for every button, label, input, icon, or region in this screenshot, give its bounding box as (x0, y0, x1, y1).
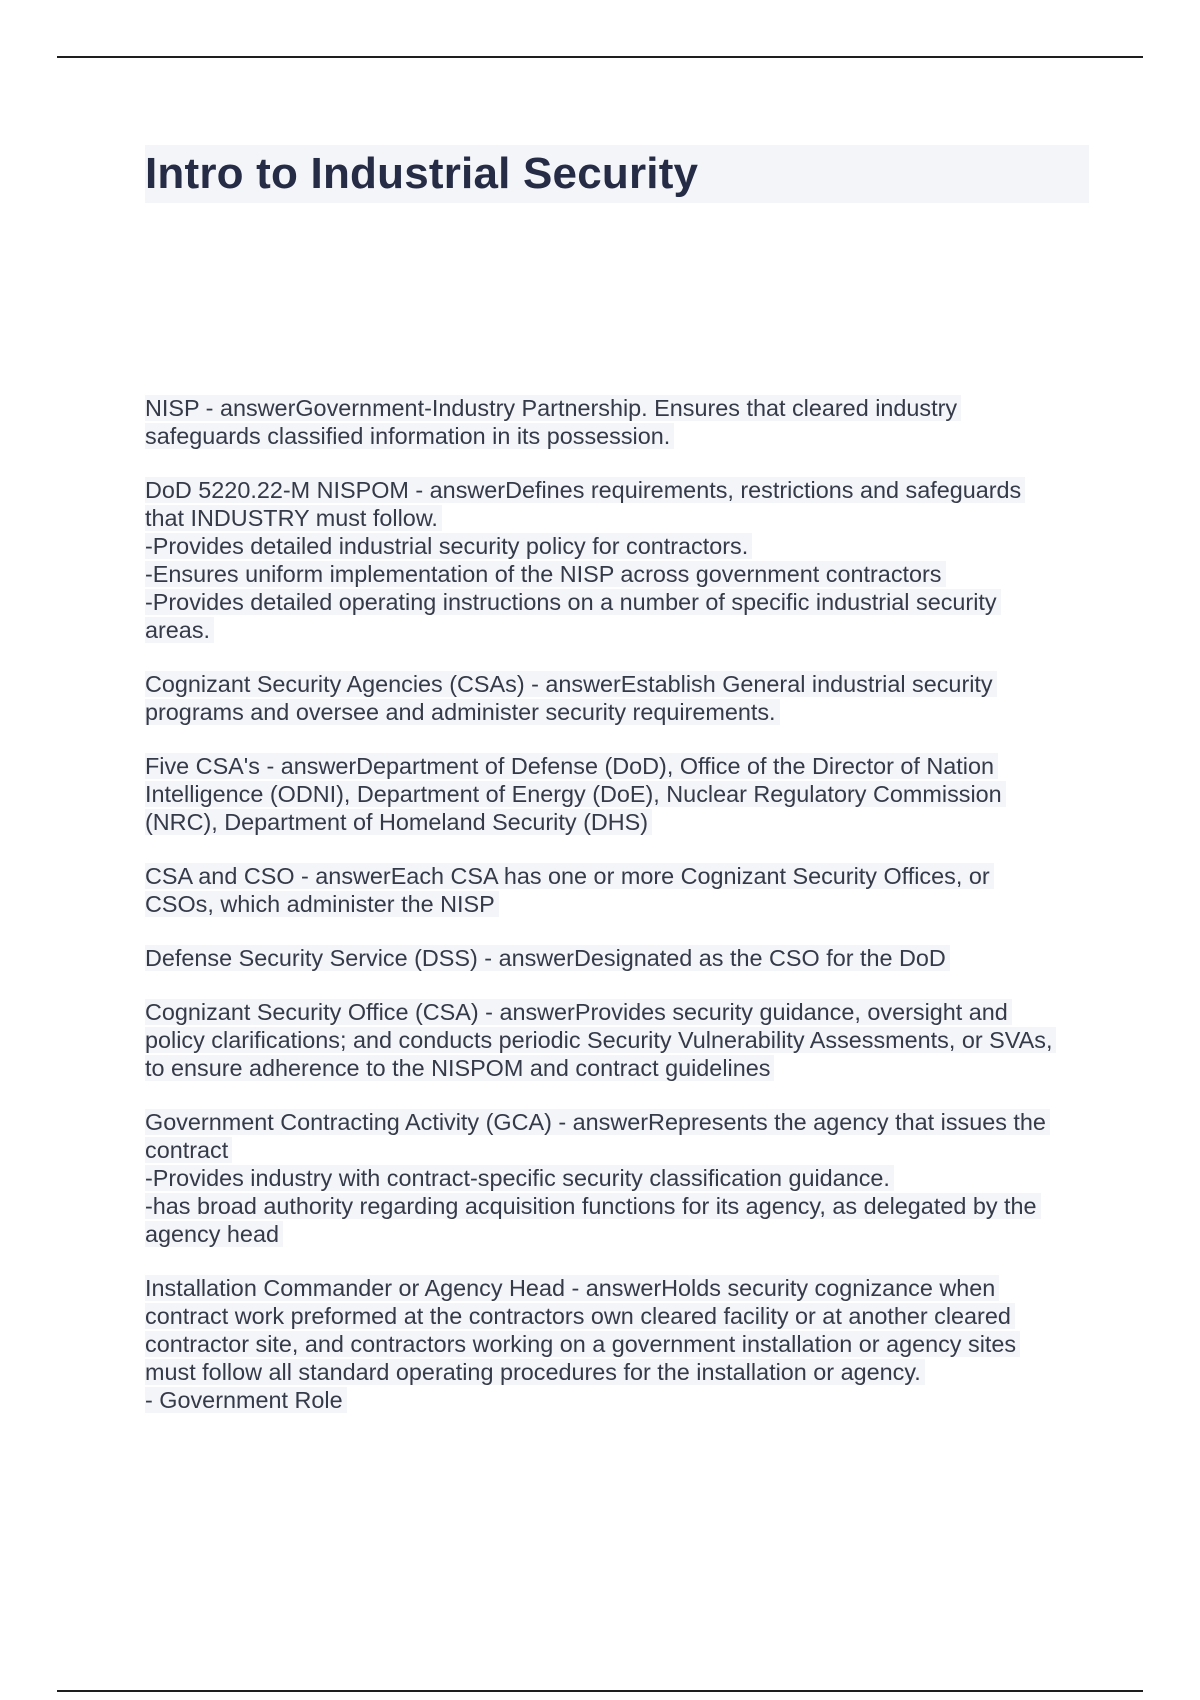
entry-text-line: Cognizant Security Office (CSA) - answerProvides security guidance, oversight and (145, 999, 1012, 1025)
entry-text-line: to ensure adherence to the NISPOM and contract guidelines (145, 1055, 774, 1081)
flashcard-entry (145, 944, 1095, 972)
entry-text-line: programs and oversee and administer security requirements. (145, 699, 780, 725)
entry-text-line: -has broad authority regarding acquisition functions for its agency, as delegated by the (145, 1193, 1041, 1219)
flashcard-entry (145, 862, 1095, 918)
page-title: Intro to Industrial Security (145, 149, 699, 198)
entry-text-line: CSA and CSO - answerEach CSA has one or more Cognizant Security Offices, or (145, 863, 994, 889)
entry-text-line: NISP - answerGovernment-Industry Partnership. Ensures that cleared industry (145, 395, 961, 421)
entry-text-line: agency head (145, 1221, 283, 1247)
entry-text-line: Cognizant Security Agencies (CSAs) - answerEstablish General industrial security (145, 671, 997, 697)
entry-text-line: Defense Security Service (DSS) - answerDesignated as the CSO for the DoD (145, 945, 950, 971)
top-divider (57, 56, 1143, 58)
flashcard-entry (145, 476, 1095, 644)
flashcard-entry (145, 1108, 1095, 1248)
entry-text-line: Intelligence (ODNI), Department of Energy (DoE), Nuclear Regulatory Commission (145, 781, 1006, 807)
entry-text-line: areas. (145, 617, 214, 643)
entry-text-line: safeguards classified information in its possession. (145, 423, 674, 449)
entry-text-line: Installation Commander or Agency Head - answerHolds security cognizance when (145, 1275, 999, 1301)
flashcard-entry (145, 998, 1095, 1082)
entry-text-line: must follow all standard operating procedures for the installation or agency. (145, 1359, 925, 1385)
bottom-divider (57, 1690, 1143, 1692)
entry-text-line: -Provides detailed operating instructions on a number of specific industrial security (145, 589, 1001, 615)
entry-text-line: - Government Role (145, 1387, 347, 1413)
entry-text-line: DoD 5220.22-M NISPOM - answerDefines requirements, restrictions and safeguards (145, 477, 1025, 503)
flashcard-entry (145, 752, 1095, 836)
entry-text-line: -Provides industry with contract-specific security classification guidance. (145, 1165, 894, 1191)
flashcard-entry (145, 1274, 1095, 1414)
entry-text-line: policy clarifications; and conducts periodic Security Vulnerability Assessments, or SVAs, (145, 1027, 1056, 1053)
flashcard-entry (145, 394, 1095, 450)
entry-text-line: (NRC), Department of Homeland Security (DHS) (145, 809, 652, 835)
entry-text-line: -Ensures uniform implementation of the NISP across government contractors (145, 561, 946, 587)
entry-text-line: CSOs, which administer the NISP (145, 891, 499, 917)
entry-text-line: -Provides detailed industrial security policy for contractors. (145, 533, 752, 559)
entry-text-line: contract work preformed at the contractors own cleared facility or at another cleared (145, 1303, 1015, 1329)
title-block (145, 145, 1089, 203)
entry-text-line: that INDUSTRY must follow. (145, 505, 442, 531)
entry-text-line: contractor site, and contractors working on a government installation or agency sites (145, 1331, 1020, 1357)
entry-text-line: Five CSA's - answerDepartment of Defense (DoD), Office of the Director of Nation (145, 753, 998, 779)
flashcard-entry (145, 670, 1095, 726)
entry-text-line: contract (145, 1137, 232, 1163)
flashcard-list (145, 394, 1095, 1440)
entry-text-line: Government Contracting Activity (GCA) - answerRepresents the agency that issues the (145, 1109, 1050, 1135)
